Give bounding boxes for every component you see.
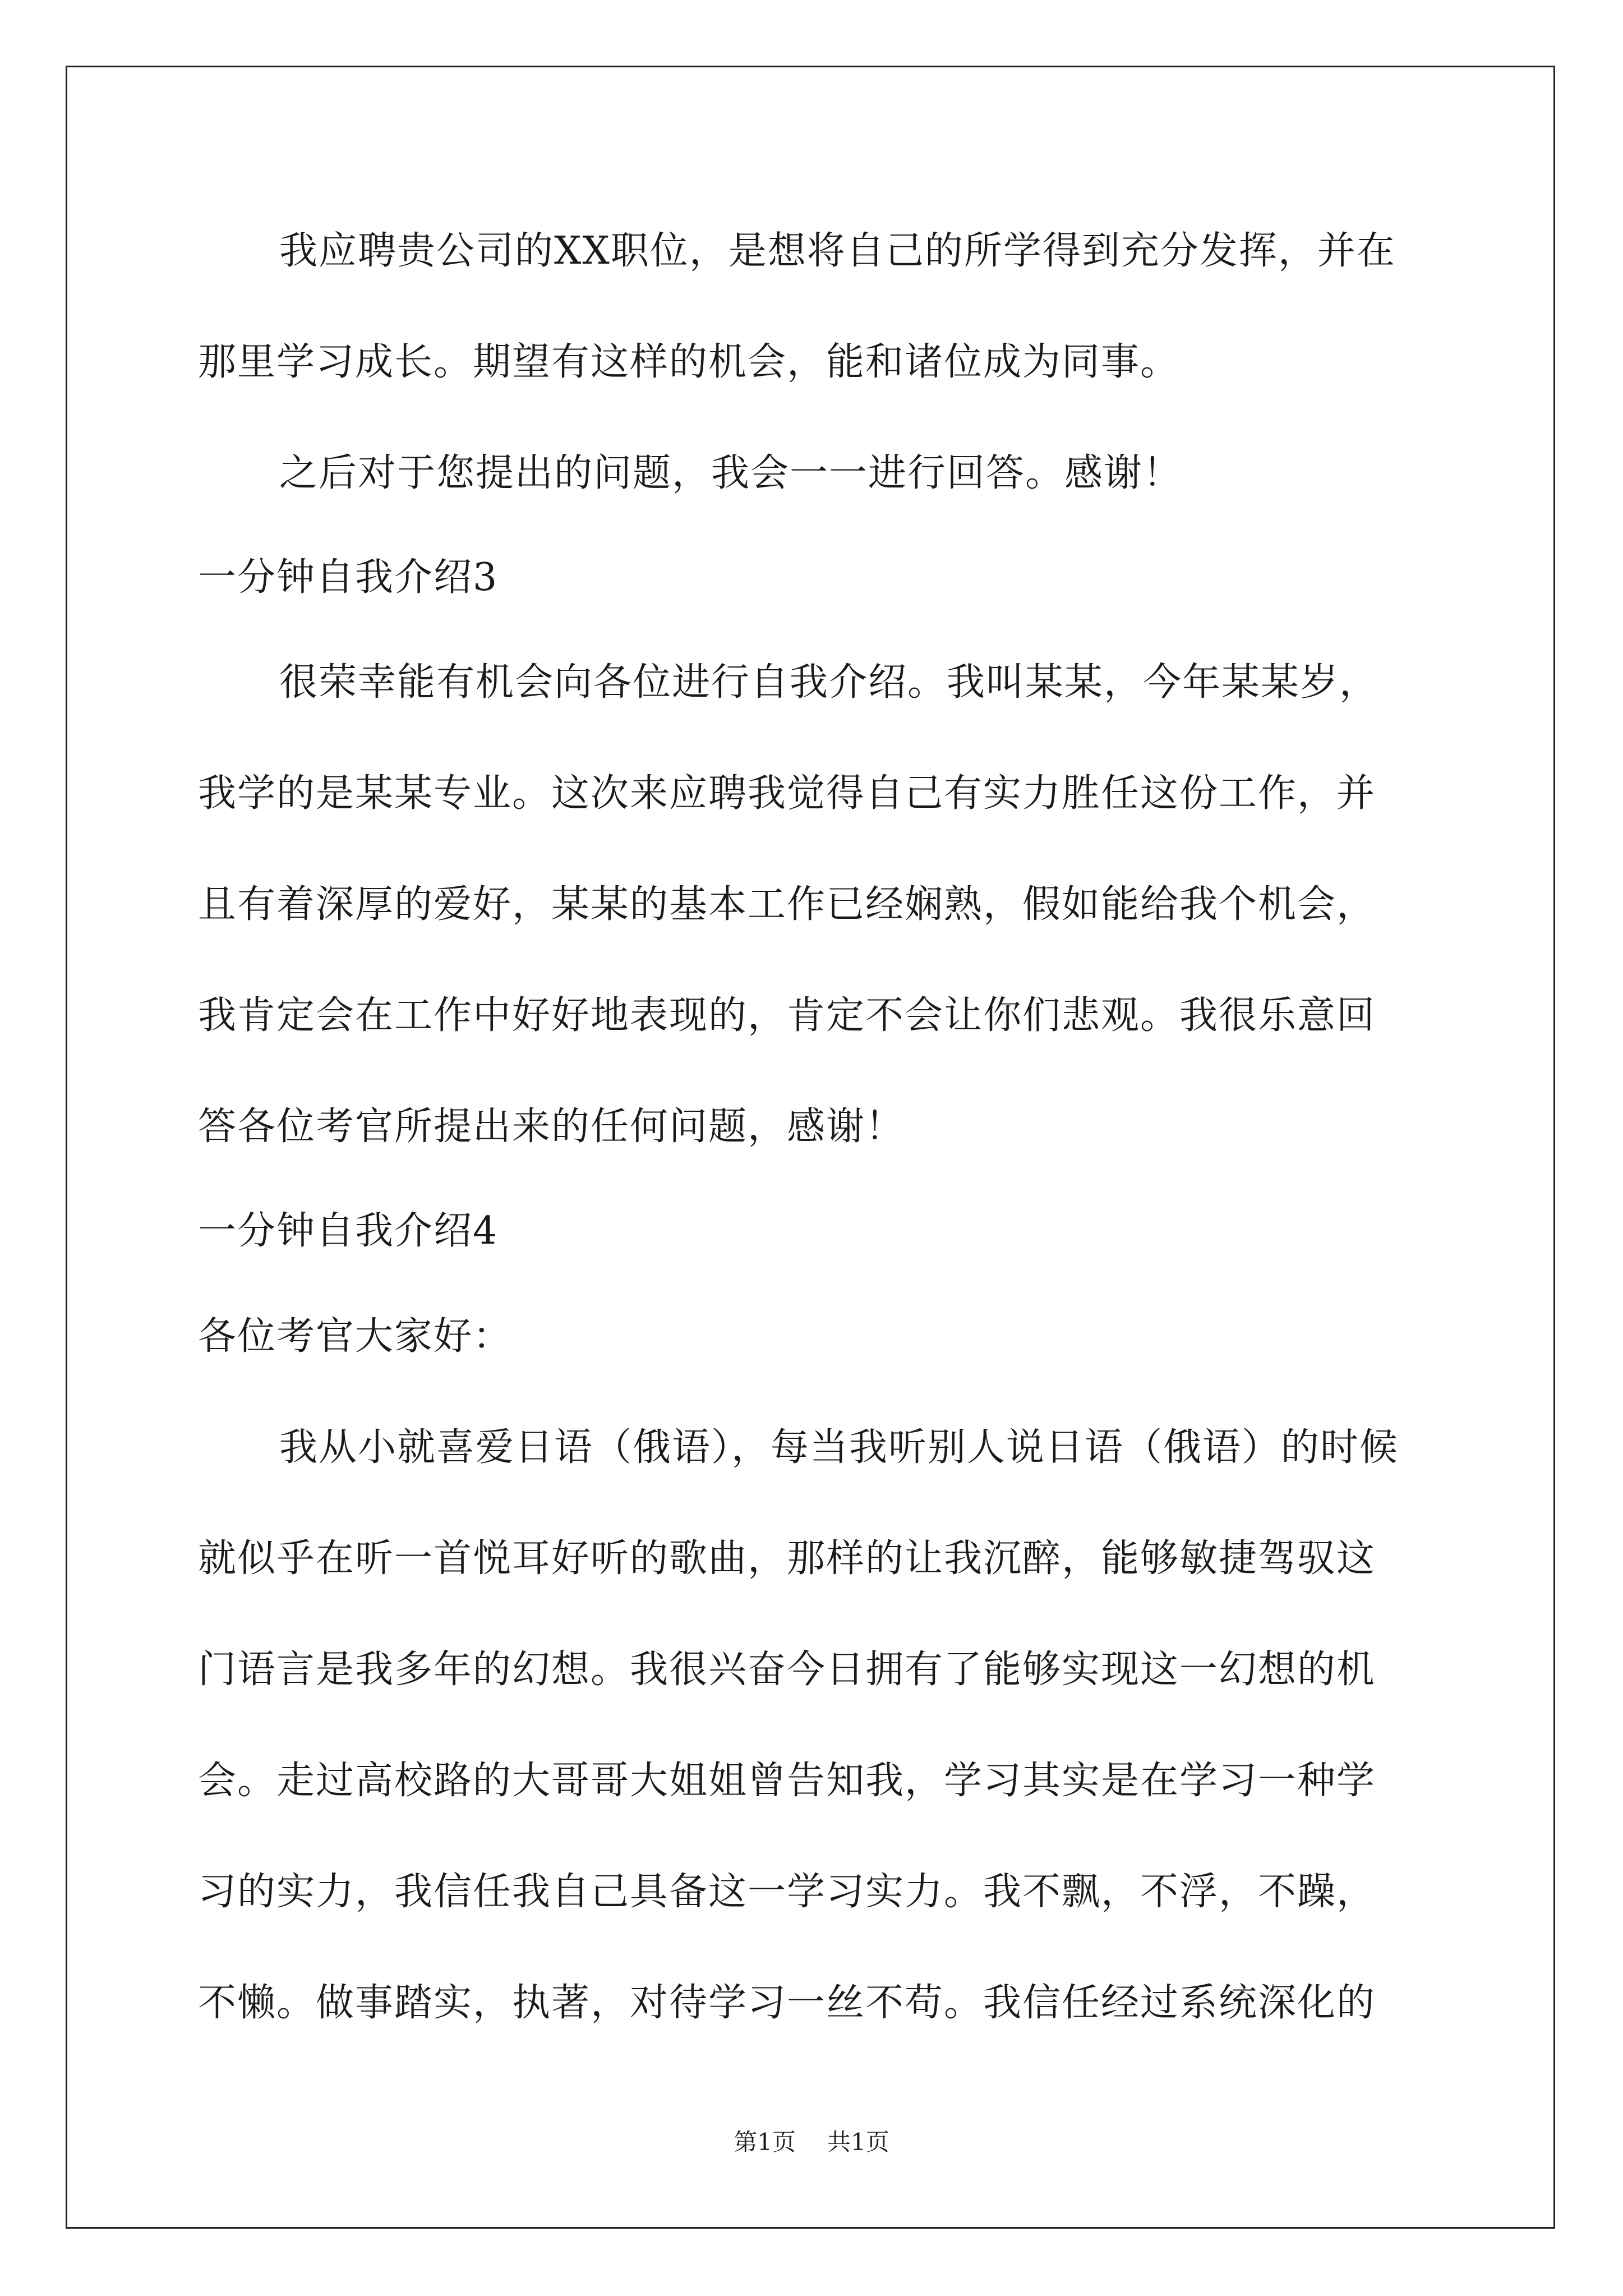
section-heading: 一分钟自我介绍4 <box>198 1209 499 1253</box>
text-line: 不懒。做事踏实，执著，对待学习一丝不苟。我信任经过系统深化的 <box>198 1981 1376 2025</box>
text-line: 且有着深厚的爱好，某某的基本工作已经娴熟，假如能给我个机会， <box>198 882 1376 927</box>
text-line: 答各位考官所提出来的任何问题，感谢！ <box>198 1105 905 1149</box>
text-line: 就似乎在听一首悦耳好听的歌曲，那样的让我沉醉，能够敏捷驾驭这 <box>198 1536 1376 1581</box>
page-number: 第1页 <box>734 2128 796 2156</box>
page-total: 共1页 <box>827 2128 889 2156</box>
text-line: 之后对于您提出的问题，我会一一进行回答。感谢！ <box>279 451 1183 495</box>
text-line: 我应聘贵公司的XX职位，是想将自己的所学得到充分发挥，并在 <box>279 229 1396 273</box>
text-line: 习的实力，我信任我自己具备这一学习实力。我不飘，不浮，不躁， <box>198 1870 1376 1914</box>
text-line: 我学的是某某专业。这次来应聘我觉得自己有实力胜任这份工作，并 <box>198 771 1376 816</box>
text-line: 我肯定会在工作中好好地表现的，肯定不会让你们悲观。我很乐意回 <box>198 993 1376 1038</box>
text-line: 门语言是我多年的幻想。我很兴奋今日拥有了能够实现这一幻想的机 <box>198 1648 1376 1692</box>
text-line: 我从小就喜爱日语（俄语），每当我听别人说日语（俄语）的时候 <box>279 1425 1399 1470</box>
section-heading: 一分钟自我介绍3 <box>198 555 499 600</box>
greeting-line: 各位考官大家好： <box>198 1314 513 1359</box>
text-line: 那里学习成长。期望有这样的机会，能和诸位成为同事。 <box>198 340 1180 384</box>
text-line: 很荣幸能有机会向各位进行自我介绍。我叫某某，今年某某岁， <box>279 660 1379 705</box>
text-line: 会。走过高校路的大哥哥大姐姐曾告知我，学习其实是在学习一种学 <box>198 1759 1376 1803</box>
page-footer <box>0 2128 1623 2156</box>
